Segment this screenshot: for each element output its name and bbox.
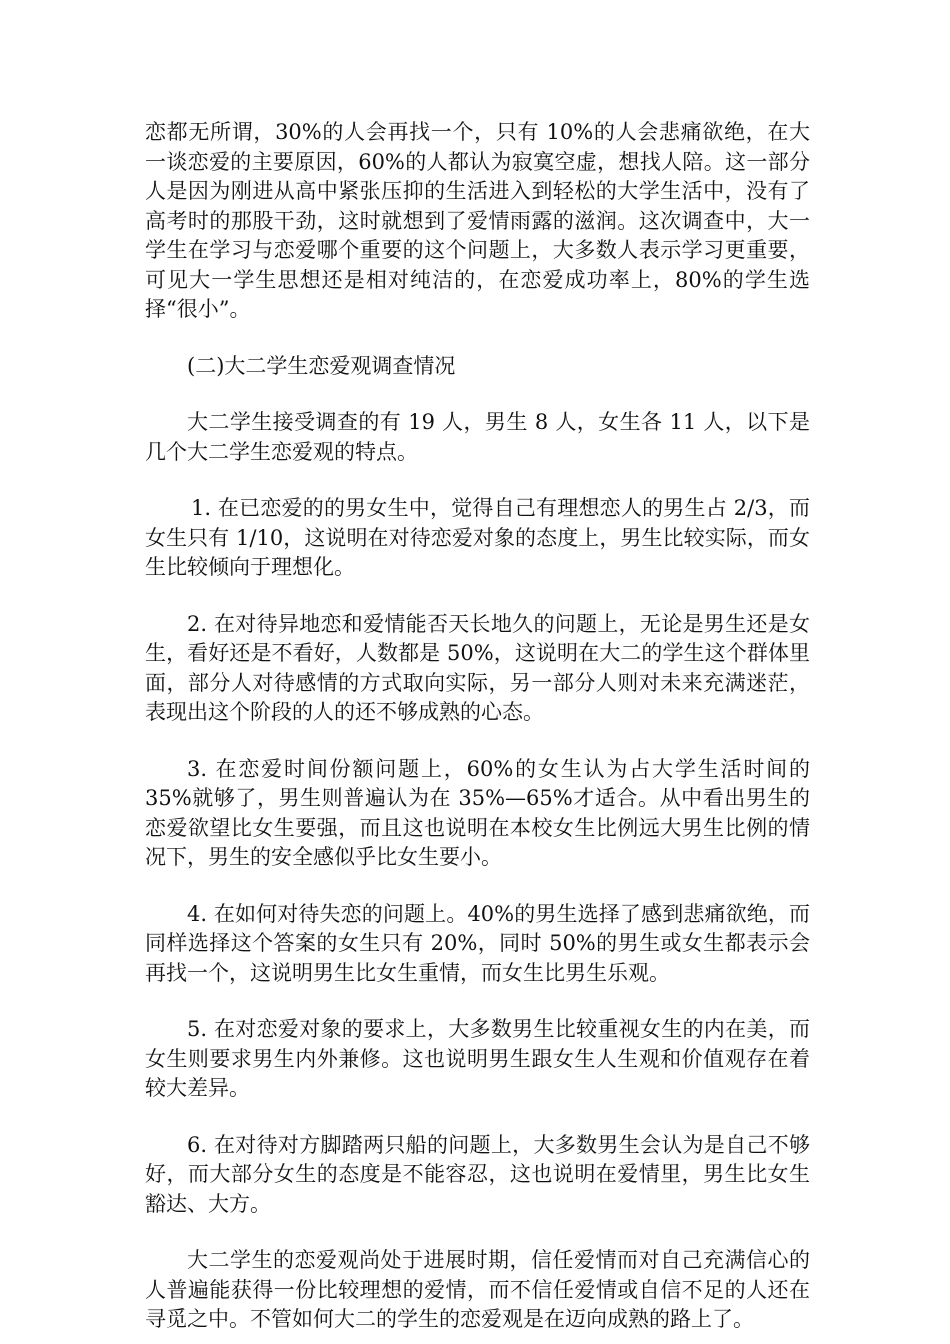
list-item-5: 5. 在对恋爱对象的要求上，大多数男生比较重视女生的内在美，而女生则要求男生内外兼修。这也说明男生跟女生人生观和价值观存在着较大差异。 [145,1017,810,1100]
list-item-6: 6. 在对待对方脚踏两只船的问题上，大多数男生会认为是自己不够好，而大部分女生的态度是不能容忍，这也说明在爱情里，男生比女生豁达、大方。 [145,1132,810,1216]
paragraph-gap [145,583,810,610]
list-item-3: 3. 在恋爱时间份额问题上，60%的女生认为占大学生活时间的 35%就够了，男生则普遍认为在 35%—65%才适合。从中看出男生的恋爱欲望比女生要强，而且这也说明在本校女生比例远大男生比例的情况下，男生的安全感似乎比女生要小。 [145,756,810,869]
paragraph-intro: 大二学生接受调查的有 19 人，男生 8 人，女生各 11 人，以下是几个大二学生恋爱观的特点。 [145,410,810,464]
list-item-4: 4. 在如何对待失恋的问题上。40%的男生选择了感到悲痛欲绝，而同样选择这个答案的女生只有 20%，同时 50%的男生或女生都表示会再找一个，这说明男生比女生重情，而女生比男生乐观。 [145,901,810,985]
paragraph-gap [145,728,810,755]
section-heading: (二)大二学生恋爱观调查情况 [187,353,456,378]
list-item-2: 2. 在对待异地恋和爱情能否天长地久的问题上，无论是男生还是女生，看好还是不看好，人数都是 50%，这说明在大二的学生这个群体里面，部分人对待感情的方式取向实际，另一部分人则对未来充满迷茫，表现出这个阶段的人的还不够成熟的心态。 [145,611,810,724]
paragraph-gap [145,381,810,408]
paragraph-gap [145,1219,810,1246]
paragraph-gap [145,325,810,352]
paragraph-gap [145,467,810,494]
paragraph-gap [145,988,810,1015]
paragraph-continuation: 恋都无所谓，30%的人会再找一个，只有 10%的人会悲痛欲绝，在大一谈恋爱的主要原因，60%的人都认为寂寞空虚，想找人陪。这一部分人是因为刚进从高中紧张压抑的生活进入到轻松的大学生活中，没有了高考时的那股干劲，这时就想到了爱情雨露的滋润。这次调查中，大一学生在学习与恋爱哪个重要的这个问题上，大多数人表示学习更重要，可见大一学生思想还是相对纯洁的，在恋爱成功率上，80%的学生选择“很小”。 [145,120,810,321]
paragraph-gap [145,1104,810,1131]
list-item-1: 1. 在已恋爱的的男女生中，觉得自己有理想恋人的男生占 2/3，而女生只有 1/10，这说明在对待恋爱对象的态度上，男生比较实际，而女生比较倾向于理想化。 [145,496,810,579]
document-body [145,118,810,1335]
paragraph-gap [145,873,810,900]
paragraph-conclusion: 大二学生的恋爱观尚处于进展时期，信任爱情而对自己充满信心的人普遍能获得一份比较理想的爱情，而不信任爱情或自信不足的人还在寻觅之中。不管如何大二的学生的恋爱观是在迈向成熟的路上了。 [145,1248,810,1331]
